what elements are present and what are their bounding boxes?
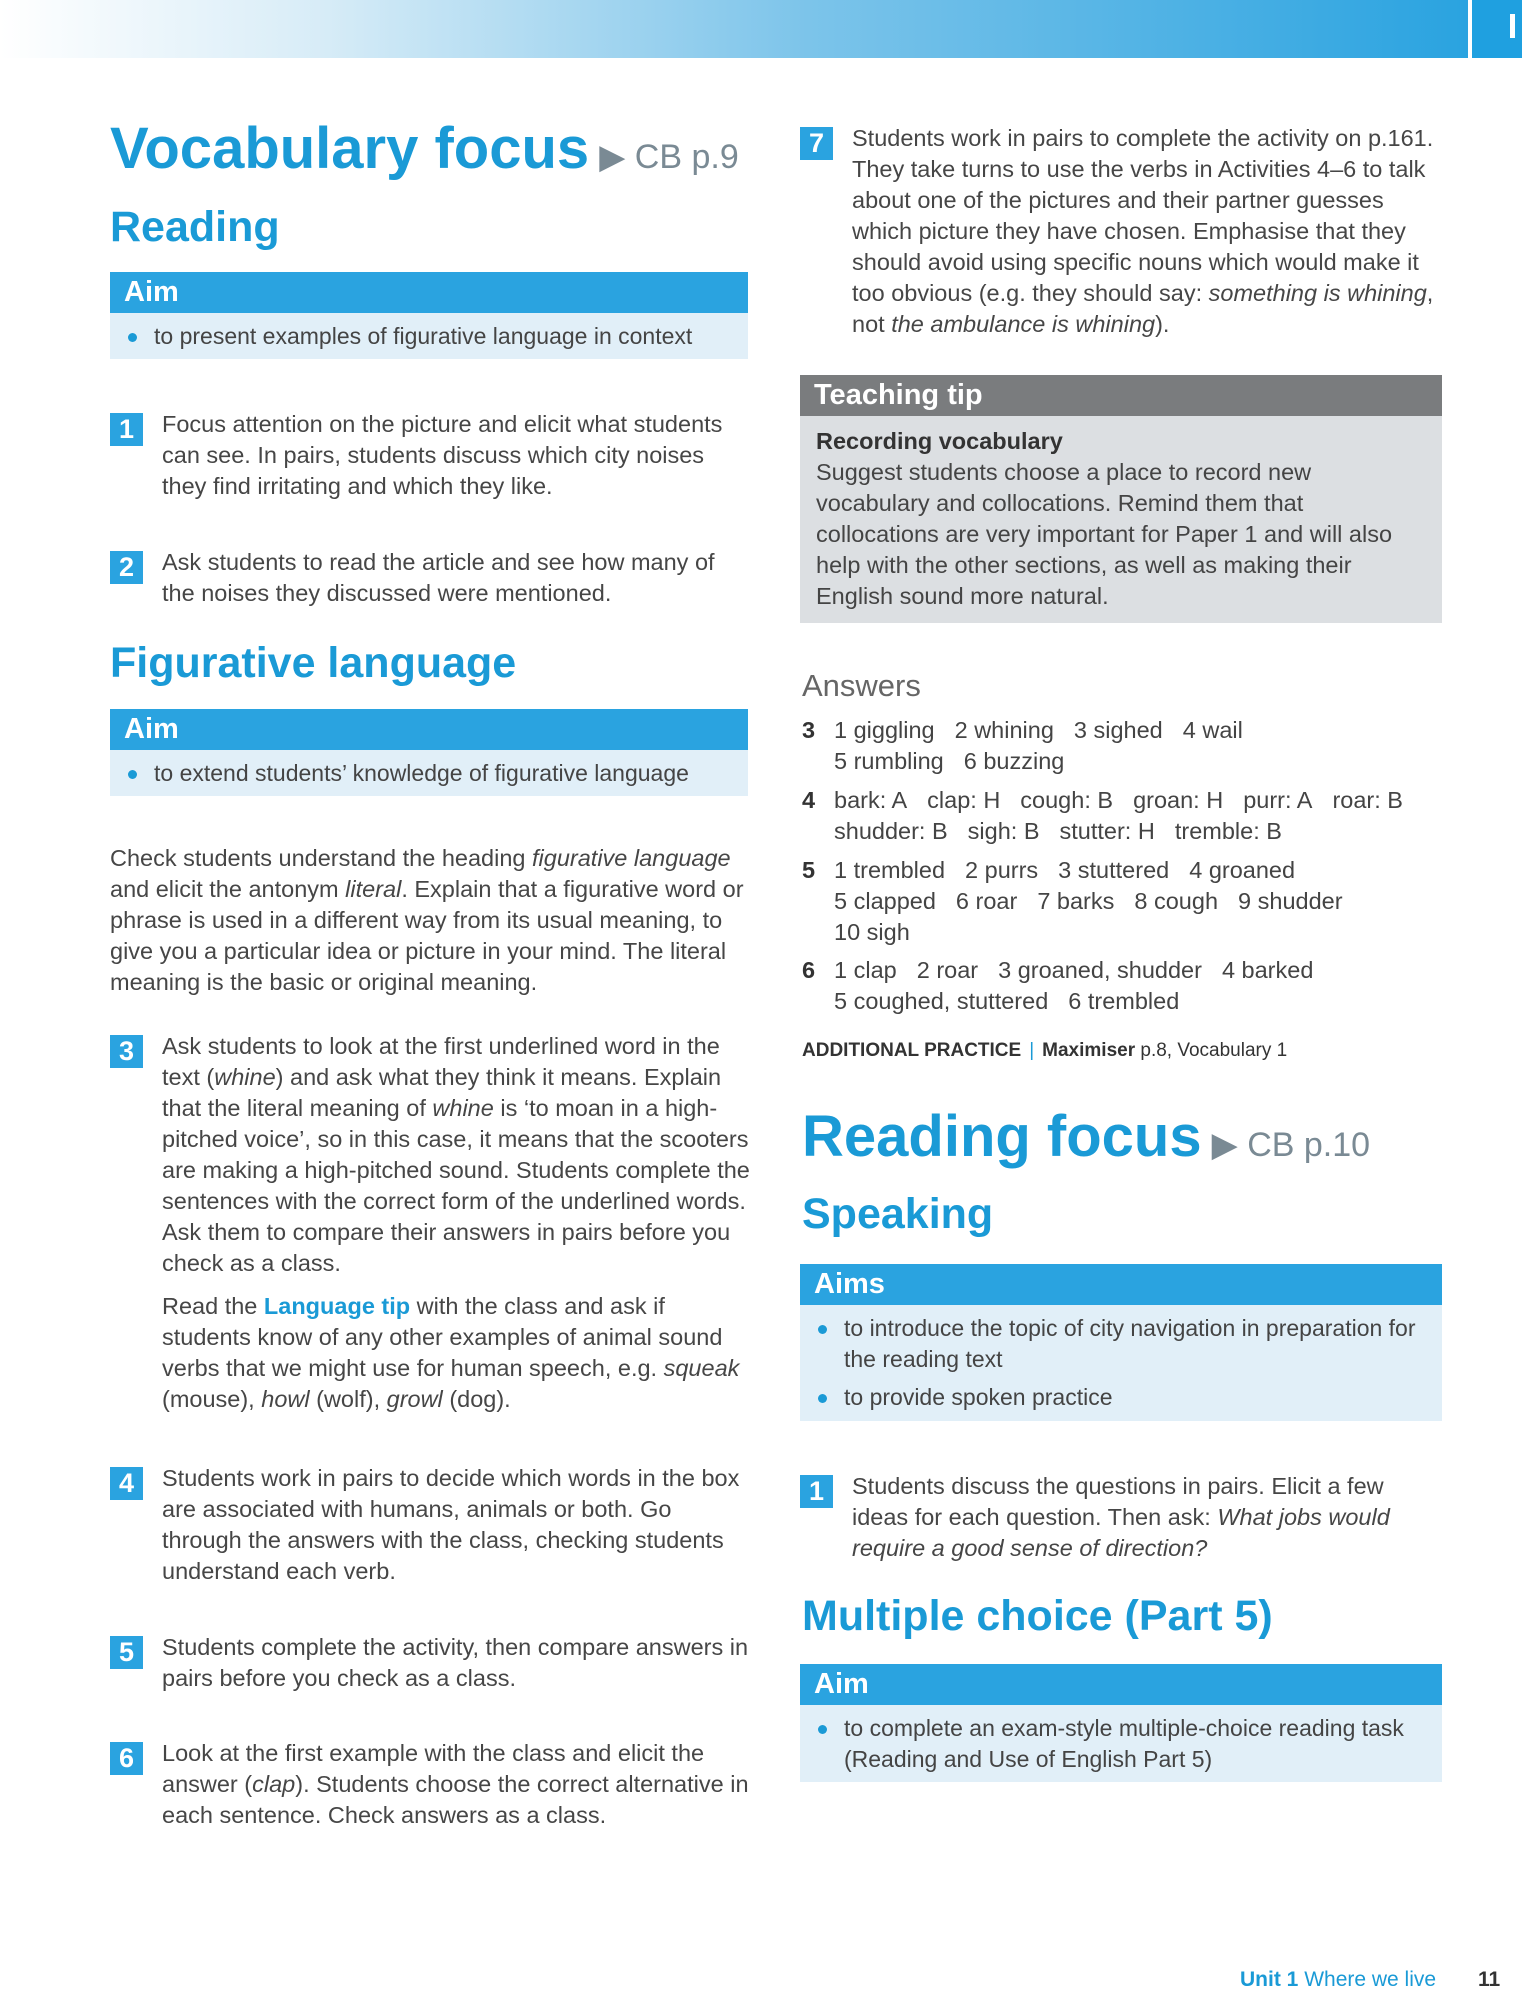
text-run: . Explain that a figurative word or phrase is used in a different way from its usual meaning, to give you a particular idea or picture in your mind. The literal meaning is the basic or original meaning. <box>110 876 744 995</box>
speaking-step-1 <box>800 1471 1442 1564</box>
text-run: Look at the first example with the class and elicit the answer ( <box>162 1740 705 1797</box>
answer-item: sigh: B <box>967 818 1040 844</box>
answer-item: clap: H <box>927 787 1001 813</box>
separator: | <box>1029 1040 1035 1061</box>
step-text: Students complete the activity, then compare answers in pairs before you check as a class. <box>162 1634 749 1691</box>
step-number: 1 <box>110 413 143 446</box>
text-run: , not <box>852 280 1434 337</box>
italic-term: growl <box>386 1386 443 1412</box>
aim-item-text: to provide spoken practice <box>844 1384 1113 1410</box>
reading-focus-heading: Reading focus <box>802 1104 1202 1169</box>
aim-item-text: to complete an exam-style multiple-choice reading task (Reading and Use of English Part 5) <box>844 1715 1404 1772</box>
step-3 <box>110 1031 750 1415</box>
page-number: 11 <box>1478 1968 1501 1991</box>
answer-item: 2 purrs <box>965 857 1039 883</box>
aim-item <box>814 1713 1428 1775</box>
answer-items <box>834 855 1442 948</box>
step-6 <box>110 1738 750 1831</box>
italic-term: whine <box>432 1095 494 1121</box>
bullet-icon <box>818 1725 827 1734</box>
aims-label: Aims <box>800 1264 1442 1305</box>
step-3-paragraph <box>162 1031 750 1279</box>
answer-item: 6 buzzing <box>963 748 1065 774</box>
bullet-icon <box>818 1325 827 1334</box>
answer-item: groan: H <box>1133 787 1224 813</box>
step-number: 6 <box>110 1742 143 1775</box>
teaching-tip-body <box>800 416 1442 622</box>
bullet-icon <box>128 770 137 779</box>
text-run: Ask students to look at the first underlined word in the text ( <box>162 1033 720 1090</box>
answer-row-4 <box>802 785 1442 847</box>
speaking-aims-box <box>800 1264 1442 1421</box>
step-5 <box>110 1632 750 1694</box>
step-7 <box>800 123 1442 340</box>
answer-item: 5 clapped <box>834 888 936 914</box>
teaching-tip-box <box>800 375 1442 623</box>
language-tip-paragraph <box>162 1291 750 1415</box>
maximiser-label: Maximiser <box>1042 1040 1136 1061</box>
step-number: 3 <box>110 1035 143 1068</box>
answer-item: 7 barks <box>1037 888 1115 914</box>
step-number: 7 <box>800 127 833 160</box>
step-text <box>162 1738 750 1831</box>
answer-items <box>834 715 1442 777</box>
answers-heading: Answers <box>802 668 921 703</box>
speaking-heading: Speaking <box>802 1190 994 1238</box>
aim-item <box>814 1382 1428 1413</box>
text-run: Read the <box>162 1293 264 1319</box>
answer-row-6 <box>802 955 1442 1017</box>
answer-item: 1 clap <box>834 957 897 983</box>
text-run: Check students understand the heading <box>110 845 532 871</box>
aim-item <box>124 758 734 789</box>
cb-reference: ▶ CB p.9 <box>599 138 739 176</box>
answer-item: tremble: B <box>1174 818 1282 844</box>
text-run: ) and ask what they think it means. Explain that the literal meaning of <box>162 1064 722 1121</box>
answer-item: roar: B <box>1332 787 1403 813</box>
answer-number: 6 <box>802 957 816 983</box>
multiple-choice-aim-box <box>800 1664 1442 1782</box>
teaching-tip-subheading: Recording vocabulary <box>816 428 1063 454</box>
teaching-tip-label: Teaching tip <box>800 375 1442 416</box>
cb-reference: ▶ CB p.10 <box>1211 1126 1371 1164</box>
reading-focus-title <box>802 1103 1370 1170</box>
italic-term: howl <box>261 1386 310 1412</box>
footer-unit <box>1240 1968 1436 1992</box>
bullet-icon <box>818 1394 827 1403</box>
answer-row-5 <box>802 855 1442 948</box>
italic-term: squeak <box>663 1355 740 1381</box>
answer-number: 4 <box>802 787 816 813</box>
step-text: Ask students to read the article and see how many of the noises they discussed were mentioned. <box>162 549 715 606</box>
answer-item: 2 roar <box>916 957 979 983</box>
text-run: Students work in pairs to complete the activity on p.161. They take turns to use the verbs in Activities 4–6 to talk about one of the pictures and their partner guesses which picture they have chosen. Emphasise that they should avoid using specific nouns which would make it too obvious (e.g. they should say: <box>852 125 1434 306</box>
answer-item: cough: B <box>1020 787 1114 813</box>
answer-item: 4 groaned <box>1189 857 1296 883</box>
step-4 <box>110 1463 750 1587</box>
answer-item: 10 sigh <box>834 919 910 945</box>
italic-term: What jobs would require a good sense of direction? <box>852 1504 1390 1561</box>
italic-term: figurative language <box>532 845 731 871</box>
additional-practice <box>802 1040 1287 1062</box>
answer-item: shudder: B <box>834 818 948 844</box>
step-1 <box>110 409 750 502</box>
language-tip-reference: Language tip <box>263 1293 411 1319</box>
aim-item-text: to present examples of figurative language in context <box>154 323 693 349</box>
answer-item: 2 whining <box>954 717 1054 743</box>
answer-item: bark: A <box>834 787 908 813</box>
answer-item: 4 wail <box>1182 717 1243 743</box>
step-text: Students work in pairs to decide which words in the box are associated with humans, animals or both. Go through the answers with the class, checking students understand each verb. <box>162 1465 740 1584</box>
answer-item: 5 rumbling <box>834 748 944 774</box>
text-run: and elicit the antonym <box>110 876 346 902</box>
step-2 <box>110 547 750 609</box>
italic-term: something is whining <box>1208 280 1427 306</box>
answer-item: 3 sighed <box>1073 717 1163 743</box>
answer-item: 1 trembled <box>834 857 946 883</box>
aim-item-text: to introduce the topic of city navigation in preparation for the reading text <box>844 1315 1416 1372</box>
text-run: ). Students choose the correct alternative in each sentence. Check answers as a class. <box>162 1771 749 1828</box>
italic-term: the ambulance is whining <box>891 311 1156 337</box>
step-text <box>852 1471 1442 1564</box>
answer-item: 4 barked <box>1221 957 1314 983</box>
teaching-tip-text: Suggest students choose a place to record new vocabulary and collocations. Remind them that collocations are very important for Paper 1 and will also help with the other sections, as well as making their English sound more natural. <box>816 459 1393 609</box>
header-tab-mark <box>1510 14 1515 38</box>
step-number: 4 <box>110 1467 143 1500</box>
header-tab <box>1472 0 1522 58</box>
step-number: 5 <box>110 1636 143 1669</box>
answer-number: 5 <box>802 857 816 883</box>
italic-term: whine <box>214 1064 276 1090</box>
aim-label: Aim <box>800 1664 1442 1705</box>
answer-item: 6 roar <box>955 888 1018 914</box>
aim-item-text: to extend students’ knowledge of figurative language <box>154 760 689 786</box>
figurative-paragraph <box>110 843 750 998</box>
maximiser-reference: p.8, Vocabulary 1 <box>1135 1040 1288 1061</box>
answer-number: 3 <box>802 717 816 743</box>
text-run: (mouse), <box>162 1386 262 1412</box>
text-run: (wolf), <box>309 1386 387 1412</box>
answer-item: 1 giggling <box>834 717 935 743</box>
aim-item <box>124 321 734 352</box>
italic-term: literal <box>345 876 402 902</box>
text-run: ). <box>1155 311 1170 337</box>
step-number: 2 <box>110 551 143 584</box>
step-text <box>852 123 1442 340</box>
answer-items <box>834 785 1442 847</box>
unit-number: Unit 1 <box>1240 1968 1299 1991</box>
text-run: Students discuss the questions in pairs. Elicit a few ideas for each question. Then ask: <box>852 1473 1384 1530</box>
answer-item: 5 coughed, stuttered <box>834 988 1049 1014</box>
answer-items <box>834 955 1442 1017</box>
reading-aim-box <box>110 272 748 359</box>
italic-term: clap <box>252 1771 296 1797</box>
answer-item: stutter: H <box>1059 818 1155 844</box>
step-number: 1 <box>800 1475 833 1508</box>
answer-item: 6 trembled <box>1068 988 1180 1014</box>
answer-item: 9 shudder <box>1238 888 1343 914</box>
reading-heading: Reading <box>110 203 280 251</box>
answer-item: 3 stuttered <box>1058 857 1170 883</box>
figurative-language-heading: Figurative language <box>110 639 517 687</box>
additional-practice-label: ADDITIONAL PRACTICE <box>802 1040 1022 1061</box>
bullet-icon <box>128 333 137 342</box>
step-text: Focus attention on the picture and elicit what students can see. In pairs, students discuss which city noises they find irritating and which they like. <box>162 411 723 499</box>
answer-row-3 <box>802 715 1442 777</box>
answer-item: 8 cough <box>1134 888 1219 914</box>
step-text <box>162 1031 750 1415</box>
figurative-aim-box <box>110 709 748 796</box>
answer-item: 3 groaned, shudder <box>998 957 1202 983</box>
aim-item <box>814 1313 1428 1375</box>
multiple-choice-heading: Multiple choice (Part 5) <box>802 1592 1273 1640</box>
unit-title: Where we live <box>1304 1968 1437 1991</box>
text-run: is ‘to moan in a high-pitched voice’, so in this case, it means that the scooters are making a high-pitched sound. Students complete the sentences with the correct form of the underlined words. Ask them to compare their answers in pairs before you check as a class. <box>162 1095 750 1276</box>
aim-label: Aim <box>110 709 748 750</box>
vocabulary-focus-title <box>110 115 739 182</box>
aim-label: Aim <box>110 272 748 313</box>
vocabulary-focus-heading: Vocabulary focus <box>110 116 590 181</box>
text-run: with the class and ask if students know of any other examples of animal sound verbs that we might use for human speech, e.g. <box>162 1293 723 1381</box>
answer-item: purr: A <box>1243 787 1313 813</box>
header-band <box>0 0 1468 58</box>
text-run: (dog). <box>442 1386 511 1412</box>
